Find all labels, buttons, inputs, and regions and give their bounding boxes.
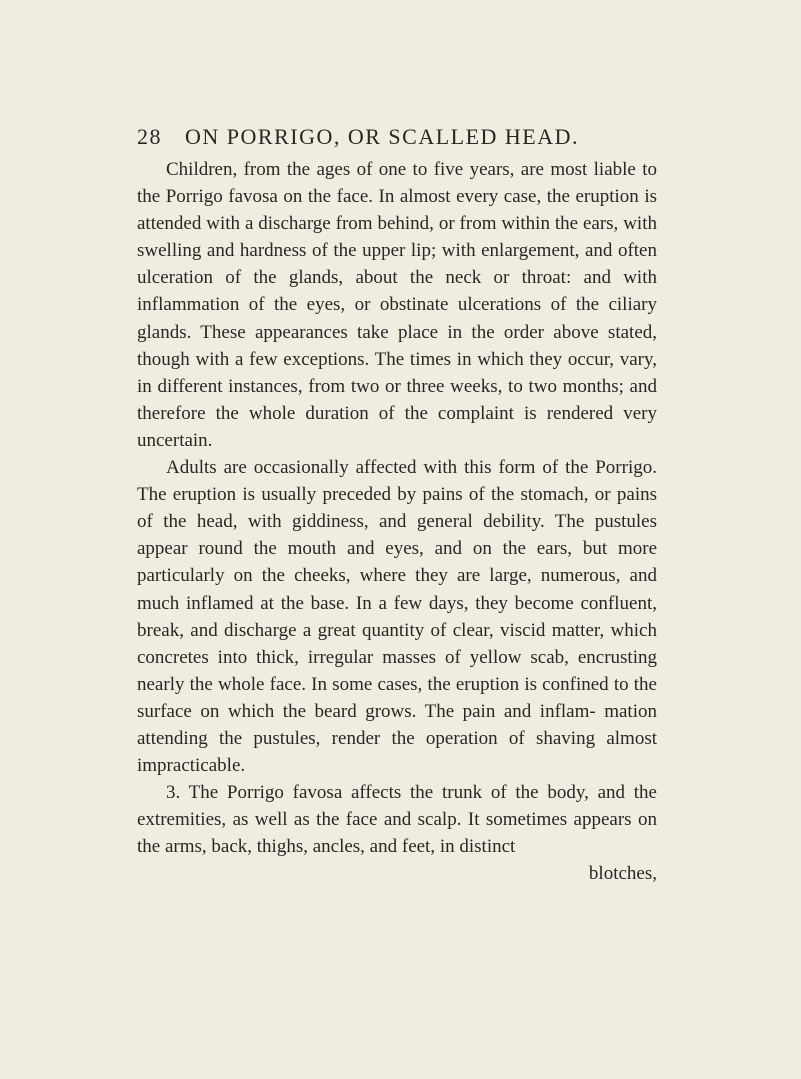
paragraph-adults: Adults are occasionally affected with this form of the Porrigo. The eruption is usually preceded by pains of the stomach, or pains of the head, with giddiness, and general debility. The pustules appear round the mouth and eyes, and on the ears, but more particularly on the cheeks, where they are large, numerous, and much inflamed at the base. In a few days, they become confluent, break, and discharge a great quantity of clear, viscid matter, which concretes into thick, irregular masses of yellow scab, encrusting nearly the whole face. In some cases, the eruption is confined to the surface on which the beard grows. The pain and inflam- mation attending the pustules, render the operation of shaving almost impracticable. — [137, 457, 657, 777]
catchword-line: blotches, — [588, 863, 657, 885]
body-text — [137, 156, 657, 888]
running-head-title: ON PORRIGO, OR SCALLED HEAD. — [185, 124, 580, 149]
page-number: 28 — [137, 124, 162, 149]
running-head — [137, 124, 657, 154]
paragraph-trunk: 3. The Porrigo favosa affects the trunk of the body, and the extremities, as well as the face and scalp. It sometimes appears on the arms, back, thighs, ancles, and feet, in distinct — [137, 782, 657, 858]
paragraph-children: Children, from the ages of one to five years, are most liable to the Porrigo favosa on the face. In almost every case, the eruption is attended with a discharge from behind, or from within the ears, with swelling and hardness of the upper lip; with enlargement, and often ulceration of the glands, about the neck or throat: and with inflammation of the eyes, or obstinate ulcerations of the ciliary glands. These appearances take place in the order above stated, though with a few exceptions. The times in which they occur, vary, in different instances, from two or three weeks, to two months; and therefore the whole duration of the complaint is rendered very uncertain. — [137, 159, 657, 451]
